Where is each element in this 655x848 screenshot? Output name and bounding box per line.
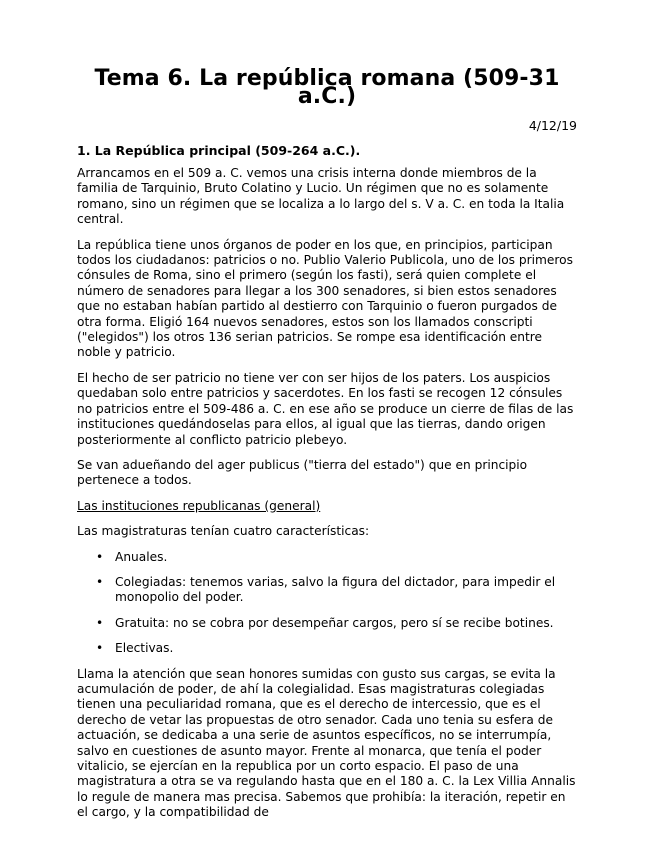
paragraph: El hecho de ser patricio no tiene ver con ser hijos de los paters. Los auspicios quedaban solo entre patricios y sacerdotes. En los fasti se recogen 12 cónsules no patricios entre el 509-486 a. C. en ese año se produce un cierre de filas de las instituciones quedándoselas para ellos, al igual que las tierras, dando origen posteriormente al conflicto patricio plebeyo.: [77, 370, 574, 447]
list-item: [77, 550, 577, 565]
list-item-text: Colegiadas: tenemos varias, salvo la figura del dictador, para impedir el monopolio del poder.: [115, 574, 556, 605]
paragraph: Se van adueñando del ager publicus ("tierra del estado") que en principio pertenece a todos.: [77, 457, 528, 488]
bullet-icon: •: [96, 574, 104, 589]
section-heading: 1. La República principal (509-264 a.C.).: [77, 143, 361, 158]
list-item-text: Electivas.: [115, 641, 174, 656]
list-item-text: Anuales.: [115, 549, 168, 564]
features-intro: Las magistraturas tenían cuatro características:: [77, 524, 370, 539]
bullet-icon: •: [96, 641, 104, 656]
document-title: Tema 6. La república romana (509-31 a.C.): [94, 66, 560, 109]
list-item-text: Gratuita: no se cobra por desempeñar cargos, pero sí se recibe botines.: [115, 615, 554, 630]
bullet-icon: •: [96, 615, 104, 630]
paragraph: Llama la atención que sean honores sumidas con gusto sus cargas, se evita la acumulación de poder, de ahí la colegialidad. Esas magistraturas colegiadas tienen una peculiaridad romana, que es el derecho de intercessio, que es el derecho de vetar las propuestas de otro senador. Cada uno tenia su esfera de actuación, se dedicaba a una serie de asuntos específicos, no se interrumpía, salvo en cuestiones de asunto mayor. Frente al monarca, que tenía el poder vitalicio, se ejercían en la republica por un corto espacio. El paso de una magistratura a otra se va regulando hasta que en el 180 a. C. la Lex Villia Annalis lo regule de manera mas precisa. Sabemos que prohibía: la iteración, repetir en el cargo, y la compatibilidad de: [77, 666, 576, 820]
paragraph: Arrancamos en el 509 a. C. vemos una crisis interna donde miembros de la familia de Tarquinio, Bruto Colatino y Lucio. Un régimen que no es solamente romano, sino un régimen que se localiza a lo largo del s. V a. C. en toda la Italia central.: [77, 166, 565, 227]
list-item: [77, 616, 577, 631]
document-date: 4/12/19: [528, 118, 577, 133]
paragraph: La república tiene unos órganos de poder en los que, en principios, participan todos los ciudadanos: patricios o no. Publio Valerio Publicola, uno de los primeros cónsules de Roma, sino el primero (según los fasti), será quien complete el número de senadores para llegar a los 300 senadores, si bien estos senadores que no estaban habían partido al destierro con Tarquinio o fueron purgados de otra forma. Eligió 164 nuevos senadores, estos son los llamados conscripti ("elegidos") los otros 136 serian patricios. Se rompe esa identificación entre noble y patricio.: [77, 237, 573, 360]
list-item: [77, 641, 577, 656]
list-item: [77, 575, 577, 606]
subheading: Las instituciones republicanas (general): [77, 498, 321, 513]
document-body: [77, 166, 577, 831]
bullet-icon: •: [96, 549, 104, 564]
features-list: [77, 550, 577, 657]
